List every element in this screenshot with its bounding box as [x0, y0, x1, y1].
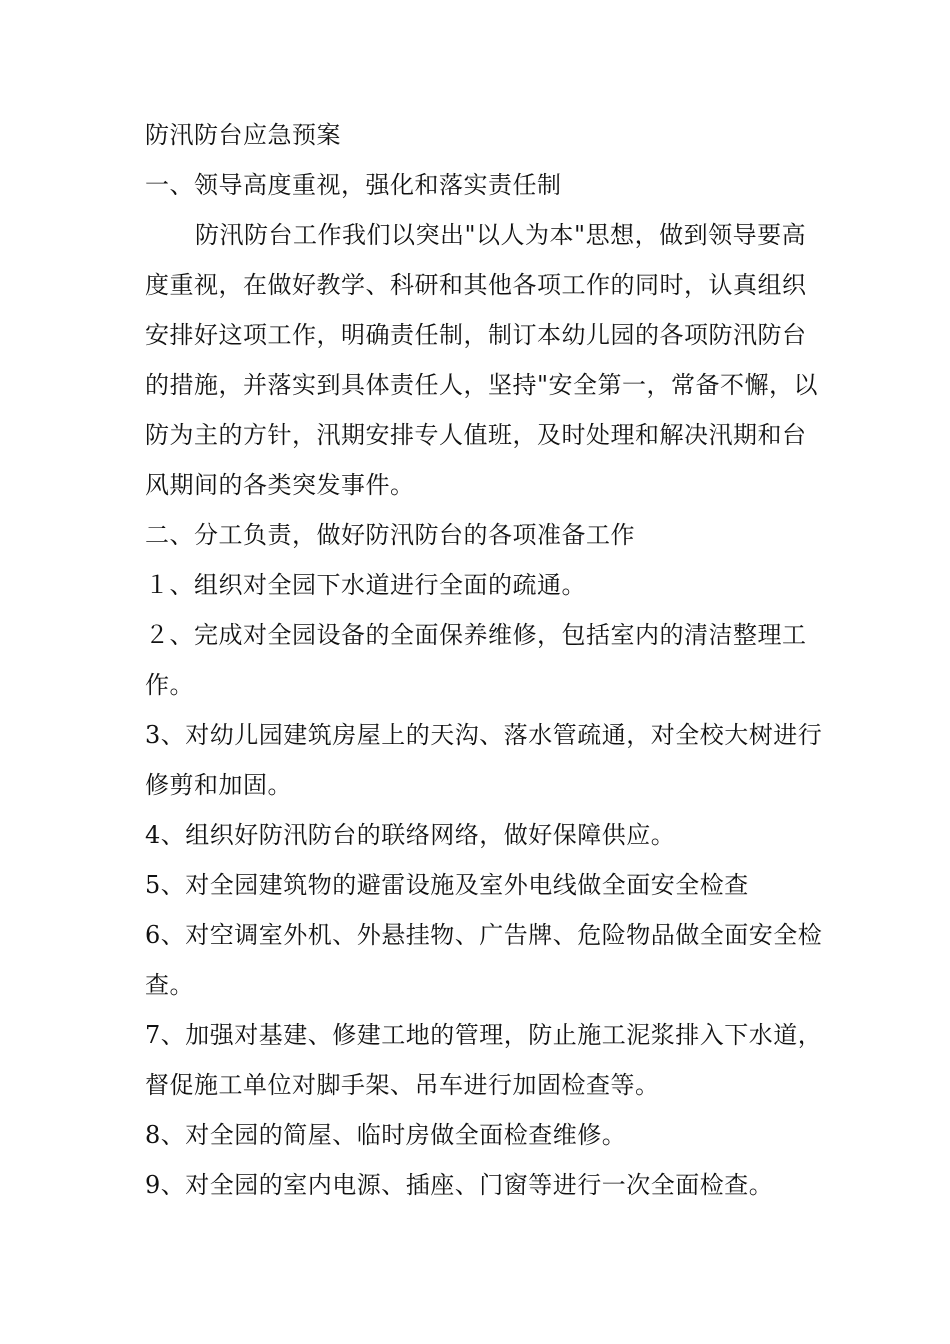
- list-item-4: 4、组织好防汛防台的联络网络，做好保障供应。: [145, 821, 676, 849]
- list-item-9: 9、对全园的室内电源、插座、门窗等进行一次全面检查。: [145, 1171, 774, 1199]
- list-item-6: 6、对空调室外机、外悬挂物、广告牌、危险物品做全面安全检查。: [145, 921, 823, 999]
- list-item-3: 3、对幼儿园建筑房屋上的天沟、落水管疏通，对全校大树进行修剪和加固。: [145, 721, 823, 799]
- list-item-1: １、组织对全园下水道进行全面的疏通。: [145, 571, 586, 599]
- section-2-heading: 二、分工负责，做好防汛防台的各项准备工作: [145, 521, 635, 549]
- list-item-2: ２、完成对全园设备的全面保养维修，包括室内的清洁整理工作。: [145, 621, 807, 699]
- section-1-paragraph: 防汛防台工作我们以突出"以人为本"思想，做到领导要高度重视，在做好教学、科研和其他各项工作的同时，认真组织安排好这项工作，明确责任制，制订本幼儿园的各项防汛防台的措施，并落实到具体责任人，坚持"安全第一，常备不懈，以防为主的方针，汛期安排专人值班，及时处理和解决汛期和台风期间的各类突发事件。: [145, 221, 819, 499]
- list-item-8: 8、对全园的简屋、临时房做全面检查维修。: [145, 1121, 627, 1149]
- document-title: 防汛防台应急预案: [145, 121, 341, 149]
- list-item-7: 7、加强对基建、修建工地的管理，防止施工泥浆排入下水道，督促施工单位对脚手架、吊车进行加固检查等。: [145, 1021, 823, 1099]
- list-item-5: 5、对全园建筑物的避雷设施及室外电线做全面安全检查: [145, 871, 749, 899]
- document-body: [145, 110, 825, 1210]
- section-1-heading: 一、领导高度重视，强化和落实责任制: [145, 171, 562, 199]
